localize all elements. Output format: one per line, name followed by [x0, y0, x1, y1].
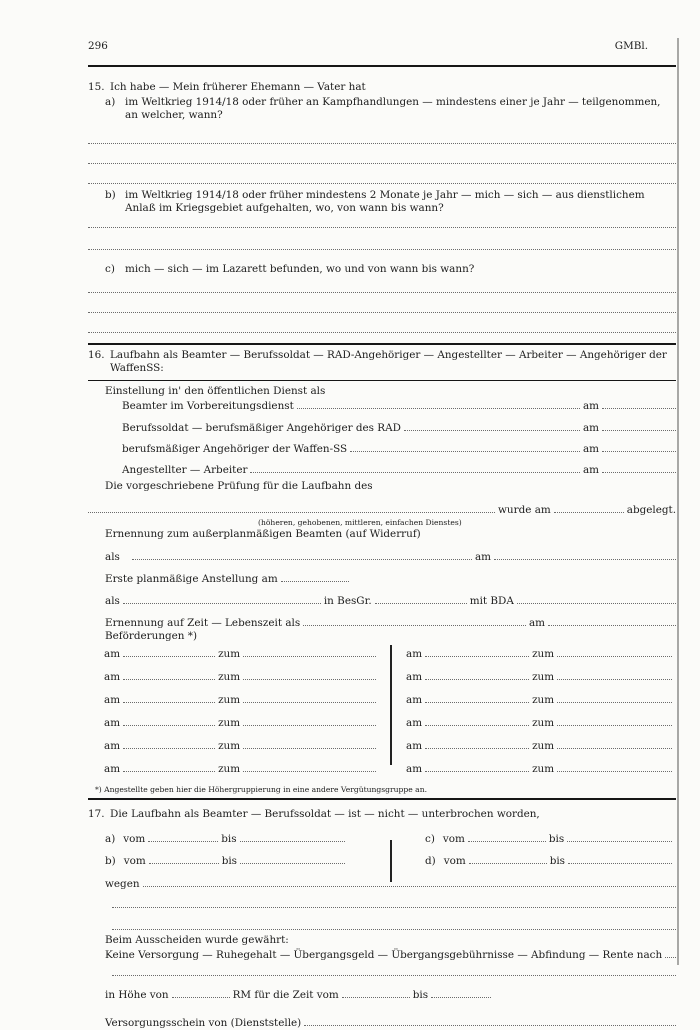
erste-anstellung-row: [105, 571, 676, 586]
fill-line: [557, 646, 672, 657]
fill-line: [557, 715, 672, 726]
einstellung-row-2-label: Berufssoldat — berufsmäßiger Angehöriger des RAD: [122, 422, 401, 434]
fill-line: [517, 593, 676, 604]
fill-line: [240, 831, 345, 842]
fill-line: [557, 692, 672, 703]
answer-line-15c-3: [88, 332, 676, 333]
section-15-intro-text: Ich habe — Mein früherer Ehemann — Vater hat: [110, 81, 366, 93]
fill-line: [297, 398, 580, 409]
wurde-am-label: wurde am: [498, 504, 551, 516]
grid-column-divider: [390, 840, 392, 882]
fill-line: [602, 462, 676, 473]
fill-line: [88, 502, 495, 513]
zum-label: zum: [532, 763, 555, 775]
zum-label: zum: [532, 671, 555, 683]
fill-line: [468, 831, 546, 842]
zum-label: zum: [218, 648, 241, 660]
table-cell: [390, 692, 676, 707]
section-16-number: 16.: [88, 349, 105, 361]
answer-line-17-3: [112, 975, 676, 976]
fill-line: [425, 669, 529, 680]
am-label: am: [406, 717, 423, 729]
page-number: 296: [88, 40, 108, 52]
abgelegt-label: abgelegt.: [626, 504, 676, 516]
einstellung-row-3-label: berufsmäßiger Angehöriger der Waffen-SS: [122, 443, 348, 455]
item-15a-label: a): [105, 96, 116, 108]
table-cell: [390, 761, 676, 776]
fill-line: [123, 646, 215, 657]
fill-line: [250, 462, 579, 473]
fill-line: [557, 761, 672, 772]
form-content: [88, 0, 676, 1030]
zum-label: zum: [532, 740, 555, 752]
ernennung-zeit-label: Ernennung auf Zeit — Lebenszeit als: [105, 617, 301, 629]
table-cell: [390, 715, 676, 730]
rm-zeit-label: RM für die Zeit vom: [232, 989, 339, 1001]
ernennung-als-row: [105, 549, 676, 564]
table-cell: [390, 646, 676, 661]
item-15c-label: c): [105, 263, 115, 275]
befoerderungen-table: [88, 646, 676, 776]
header-rule: [88, 65, 676, 67]
fill-line: [425, 715, 529, 726]
zum-label: zum: [218, 717, 241, 729]
answer-line-15a-1: [88, 143, 676, 144]
fill-line: [123, 593, 321, 604]
fill-line: [557, 738, 672, 749]
fill-line: [548, 615, 676, 626]
versorgungsschein-label: Versorgungsschein von (Dienststelle): [105, 1017, 302, 1029]
section-16-top-rule: [88, 343, 676, 345]
table-cell: [88, 669, 390, 684]
item-15b-text: im Weltkrieg 1914/18 oder früher mindestens 2 Monate je Jahr — mich — sich — aus dienstlichem Anlaß im Kriegsgebiet aufgehalten, wo, von wann bis wann?: [125, 189, 645, 214]
answer-line-17-2: [112, 929, 676, 930]
fill-line: [240, 853, 345, 864]
bis-label: bis: [548, 833, 565, 845]
fill-line: [404, 420, 580, 431]
ernennung-zeit-row: [105, 615, 676, 630]
am-label: am: [104, 717, 121, 729]
grid-cell: [88, 853, 390, 868]
zum-label: zum: [218, 671, 241, 683]
section-17-title: Die Laufbahn als Beamter — Berufssoldat — ist — nicht — unterbrochen worden,: [110, 808, 540, 820]
einstellung-row-4-label: Angestellter — Arbeiter: [122, 464, 248, 476]
vom-label: vom: [123, 855, 146, 867]
versorgung-text: Keine Versorgung — Ruhegehalt — Übergangsgeld — Übergangsgebührnisse — Abfindung — Rente nach: [105, 949, 663, 961]
item-15a-text: im Weltkrieg 1914/18 oder früher an Kampfhandlungen — mindestens einer je Jahr — teilgenommen, an welcher, wann?: [125, 96, 661, 121]
table-row: [88, 692, 676, 707]
fill-line: [425, 646, 529, 657]
table-cell: [88, 761, 390, 776]
table-cell: [390, 669, 676, 684]
grid-cell: [390, 831, 676, 846]
zum-label: zum: [218, 740, 241, 752]
footnote: *) Angestellte geben hier die Höhergruppierung in eine andere Vergütungsgruppe an.: [95, 785, 428, 794]
pruefung-row: [88, 502, 676, 517]
am-label: am: [582, 464, 599, 476]
fill-line: [148, 831, 218, 842]
zum-label: zum: [218, 763, 241, 775]
fill-line: [350, 441, 580, 452]
fill-line: [123, 715, 215, 726]
pruefung-intro: Die vorgeschriebene Prüfung für die Laufbahn des: [105, 480, 373, 492]
am-label: am: [104, 671, 121, 683]
versorgung-row: [105, 947, 676, 962]
fill-line: [602, 398, 676, 409]
fill-line: [602, 420, 676, 431]
einstellung-intro: Einstellung in' den öffentlichen Dienst als: [105, 385, 326, 397]
table-cell: [88, 715, 390, 730]
item-15b-label: b): [105, 189, 116, 201]
answer-line-15a-3: [88, 183, 676, 184]
fill-line: [243, 669, 376, 680]
item-label: c): [425, 833, 435, 845]
fill-line: [431, 987, 491, 998]
am-label: am: [104, 740, 121, 752]
bis-label: bis: [412, 989, 429, 1001]
am-label: am: [104, 763, 121, 775]
fill-line: [243, 646, 376, 657]
einstellung-row-4: [88, 462, 676, 477]
fill-line: [243, 738, 376, 749]
fill-line: [304, 1015, 676, 1026]
am-label: am: [406, 694, 423, 706]
ausscheiden-intro: Beim Ausscheiden wurde gewährt:: [105, 934, 289, 946]
journal-title: GMBl.: [614, 40, 648, 52]
bis-label: bis: [221, 855, 238, 867]
grid-row: [88, 853, 676, 868]
als-label: als: [105, 551, 120, 563]
ernennung-ausserplan-intro: Ernennung zum außerplanmäßigen Beamten (auf Widerruf): [105, 528, 421, 540]
table-column-divider: [390, 645, 392, 765]
fill-line: [143, 876, 676, 887]
section-17-top-rule: [88, 798, 676, 800]
table-row: [88, 761, 676, 776]
fill-line: [281, 571, 349, 582]
unterbrechung-grid: [88, 831, 676, 868]
als-besgr-row: [105, 593, 676, 608]
section-16-heading-rule: [88, 380, 676, 381]
vom-label: vom: [442, 833, 465, 845]
zum-label: zum: [532, 694, 555, 706]
fill-line: [554, 502, 624, 513]
fill-line: [123, 738, 215, 749]
item-label: d): [425, 855, 436, 867]
am-label: am: [104, 694, 121, 706]
am-label: am: [104, 648, 121, 660]
bda-label: mit BDA: [469, 595, 514, 607]
bis-label: bis: [221, 833, 237, 845]
section-15-number: 15.: [88, 81, 105, 93]
table-cell: [88, 738, 390, 753]
answer-line-15a-2: [88, 163, 676, 164]
am-label: am: [528, 617, 545, 629]
fill-line: [149, 853, 219, 864]
befoerderungen-label: Beförderungen *): [105, 630, 198, 642]
besgr-label: in BesGr.: [323, 595, 372, 607]
answer-line-15c-1: [88, 292, 676, 293]
am-label: am: [406, 763, 423, 775]
fill-line: [425, 692, 529, 703]
am-label: am: [406, 648, 423, 660]
vom-label: vom: [123, 833, 146, 845]
item-15c: [88, 263, 676, 276]
fill-line: [303, 615, 526, 626]
section-17-number: 17.: [88, 808, 105, 820]
am-label: am: [582, 443, 599, 455]
am-label: am: [582, 422, 599, 434]
erste-anstellung-label: Erste planmäßige Anstellung am: [105, 573, 278, 585]
fill-line: [469, 853, 547, 864]
fill-line: [123, 692, 215, 703]
einstellung-row-1: [88, 398, 676, 413]
page-header: [88, 40, 676, 53]
grid-cell: [390, 853, 676, 868]
fill-line: [425, 761, 529, 772]
table-cell: [88, 692, 390, 707]
am-label: am: [582, 400, 599, 412]
am-label: am: [406, 671, 423, 683]
answer-line-17-1: [112, 907, 676, 908]
fill-line: [342, 987, 410, 998]
fill-line: [243, 692, 376, 703]
fill-line: [567, 831, 672, 842]
fill-line: [494, 549, 676, 560]
item-15a: [88, 96, 676, 122]
am-label: am: [406, 740, 423, 752]
table-cell: [390, 738, 676, 753]
am-label: am: [474, 551, 491, 563]
fill-line: [123, 669, 215, 680]
dienste-hint: (höheren, gehobenen, mittleren, einfachen Dienstes): [258, 518, 462, 527]
item-label: a): [105, 833, 116, 845]
fill-line: [425, 738, 529, 749]
section-16-heading: [88, 349, 676, 375]
in-hoehe-von-label: in Höhe von: [105, 989, 169, 1001]
fill-line: [243, 761, 376, 772]
section-15-intro: [88, 81, 676, 94]
fill-line: [132, 549, 472, 560]
hoehe-row: [105, 987, 676, 1002]
einstellung-row-1-label: Beamter im Vorbereitungsdienst: [122, 400, 294, 412]
table-row: [88, 646, 676, 661]
fill-line: [123, 761, 215, 772]
item-15b: [88, 189, 676, 215]
fill-line: [243, 715, 376, 726]
page-edge-scan-line: [677, 38, 679, 965]
table-cell: [88, 646, 390, 661]
fill-line: [665, 947, 676, 958]
einstellung-row-2: [88, 420, 676, 435]
item-label: b): [105, 855, 116, 867]
fill-line: [568, 853, 672, 864]
einstellung-row-3: [88, 441, 676, 456]
answer-line-15c-2: [88, 312, 676, 313]
zum-label: zum: [218, 694, 241, 706]
table-row: [88, 738, 676, 753]
table-row: [88, 669, 676, 684]
vom-label: vom: [443, 855, 466, 867]
als-label: als: [105, 595, 120, 607]
fill-line: [602, 441, 676, 452]
bis-label: bis: [549, 855, 566, 867]
fill-line: [375, 593, 467, 604]
grid-cell: [88, 831, 390, 846]
section-17-heading: [88, 808, 676, 821]
table-row: [88, 715, 676, 730]
fill-line: [557, 669, 672, 680]
zum-label: zum: [532, 648, 555, 660]
zum-label: zum: [532, 717, 555, 729]
answer-line-15b-2: [88, 249, 676, 250]
item-15c-text: mich — sich — im Lazarett befunden, wo und von wann bis wann?: [125, 263, 475, 275]
section-16-title: Laufbahn als Beamter — Berufssoldat — RAD-Angehöriger — Angestellter — Arbeiter — Angehöriger der WaffenSS:: [110, 349, 667, 374]
grid-row: [88, 831, 676, 846]
versorgungsschein-row: [105, 1015, 676, 1030]
fill-line: [172, 987, 230, 998]
answer-line-15b-1: [88, 227, 676, 228]
wegen-label: wegen: [105, 878, 140, 890]
